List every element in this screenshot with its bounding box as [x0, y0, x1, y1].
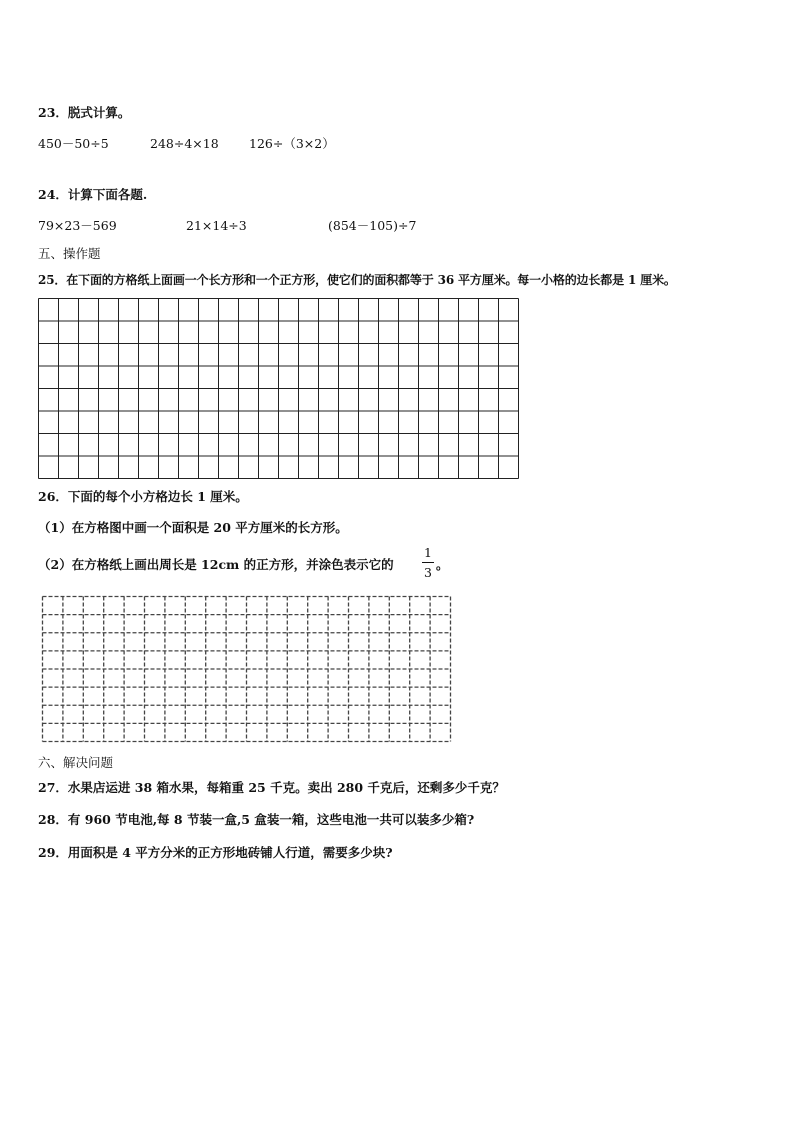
- q26-part-2: （2）在方格纸上画出周长是 12cm 的正方形，并涂色表示它的: [38, 557, 394, 572]
- q23-expression-2: 248÷4×18: [150, 136, 219, 151]
- q24-expression-1: 79×23－569: [38, 218, 117, 233]
- q26-part-2-end: 。: [436, 557, 449, 572]
- question-29-text: 29．用面积是 4 平方分米的正方形地砖铺人行道，需要多少块?: [38, 845, 393, 860]
- q24-expression-2: 21×14÷3: [186, 218, 247, 233]
- q23-expression-1: 450－50÷5: [38, 136, 109, 151]
- section-6-heading: 六、解决问题: [38, 755, 114, 770]
- question-23-title: 23．脱式计算。: [38, 105, 131, 120]
- fraction-denominator: 3: [424, 565, 432, 580]
- fraction-bar: [422, 562, 434, 563]
- q23-expression-3: 126÷（3×2）: [249, 136, 335, 151]
- question-24-title: 24．计算下面各题.: [38, 187, 148, 202]
- q26-part-1: （1）在方格图中画一个面积是 20 平方厘米的长方形。: [38, 520, 348, 535]
- fraction-numerator: 1: [424, 545, 432, 560]
- question-27-text: 27．水果店运进 38 箱水果，每箱重 25 千克。卖出 280 千克后，还剩多少千克？: [38, 780, 505, 795]
- section-5-heading: 五、操作题: [38, 246, 101, 261]
- question-28-text: 28．有 960 节电池,每 8 节装一盒,5 盒装一箱，这些电池一共可以装多少箱?: [38, 812, 475, 827]
- question-25-text: 25．在下面的方格纸上面画一个长方形和一个正方形，使它们的面积都等于 36 平方厘米。每一小格的边长都是 1 厘米。: [38, 273, 676, 287]
- q24-expression-3: (854－105)÷7: [328, 218, 417, 233]
- question-26-title: 26．下面的每个小方格边长 1 厘米。: [38, 489, 248, 504]
